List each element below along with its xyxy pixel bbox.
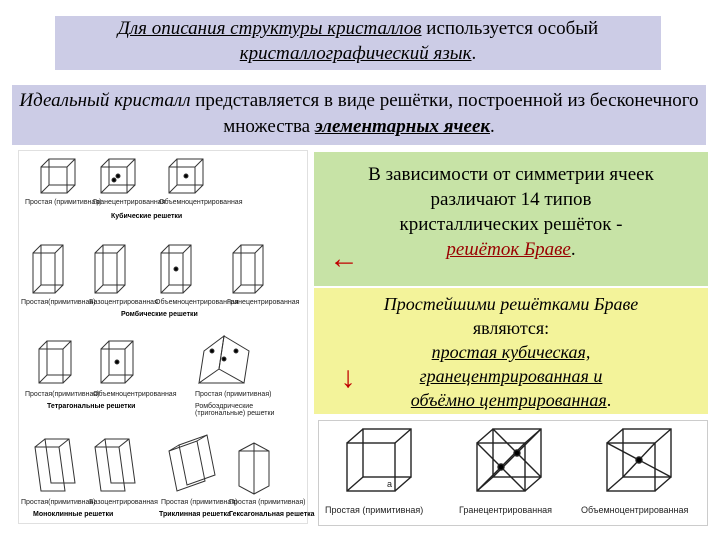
- left-arrow-icon: ←: [329, 242, 359, 275]
- unit-cell-term: элементарных ячеек: [314, 116, 491, 137]
- row2-orthorhombic: [33, 245, 263, 293]
- tetra-bcc-label: Объемноцентрированная: [93, 391, 177, 398]
- intro-end: .: [471, 43, 477, 64]
- hexagonal-simple-label: Простая (примитивная): [229, 499, 306, 506]
- simplest-title: Простейшими решётками Браве: [383, 294, 639, 314]
- row1-cubic: [41, 159, 203, 193]
- bcc-item: объёмно центрированная: [410, 390, 607, 410]
- cubic-row-title: Кубические решетки: [111, 213, 183, 220]
- intro-box: [55, 16, 661, 70]
- ideal-crystal-text: представляется в виде решётки, построенной из бесконечного множества: [190, 90, 699, 137]
- intro-language-term: кристаллографический язык: [239, 43, 472, 64]
- bravais-lattices-figure: [18, 150, 315, 524]
- fcc-cell: [477, 429, 541, 491]
- simplest-line-2: являются:: [472, 318, 550, 338]
- ideal-crystal-box: [12, 85, 706, 145]
- fcc-item: гранецентрированная и: [419, 366, 603, 386]
- ideal-end: .: [490, 116, 495, 137]
- simplest-end: .: [606, 390, 612, 410]
- simple-cubic-cell: [347, 429, 411, 491]
- bravais-lattices-link: решёток Браве: [446, 239, 571, 260]
- hexagonal-row-title: Гексагональная решетка: [229, 511, 315, 518]
- tetra-row-title: Тетрагональные решетки: [47, 403, 136, 410]
- tetra-simple-label: Простая(примитивная): [25, 391, 100, 398]
- ortho-base-label: Базоцентрированная: [89, 299, 158, 306]
- rhombo-row-title: Ромбоэдрические (тригональные) решетки: [195, 403, 275, 417]
- intro-term: Для описания структуры кристаллов: [117, 18, 422, 39]
- bcc-cell: [607, 429, 671, 491]
- monoclinic-row-title: Моноклинные решетки: [33, 511, 114, 518]
- cubic-bcc-label: Объемноцентрированная: [159, 199, 243, 206]
- lattice-drawings: [19, 151, 307, 523]
- axis-a-label: a: [387, 479, 393, 489]
- ideal-crystal-term: Идеальный кристалл: [19, 90, 191, 111]
- ortho-fcc-label: Гранецентрированная: [227, 299, 300, 306]
- intro-text: используется особый: [421, 18, 599, 39]
- ortho-row-title: Ромбические решетки: [121, 311, 198, 318]
- row4-monoclinic-triclinic-hexagonal: [35, 435, 269, 494]
- bravais-line-1: В зависимости от симметрии ячеек: [368, 164, 654, 185]
- row3-tetragonal: [39, 336, 249, 383]
- down-arrow-icon: ↓: [330, 360, 366, 396]
- triclinic-row-title: Триклинная решетка: [159, 511, 231, 518]
- bravais-info-box: [314, 152, 708, 286]
- ortho-bcc-label: Объемноцентрированная: [155, 299, 239, 306]
- bravais-end: .: [570, 239, 576, 260]
- bcc-label: Объемноцентрированная: [581, 505, 689, 515]
- triclinic-simple-label: Простая (примитивная): [161, 499, 238, 506]
- bravais-line-2: различают 14 типов: [430, 189, 592, 210]
- cubic-fcc-label: Гранецентрированная: [93, 199, 166, 206]
- ortho-simple-label: Простая(примитивная): [21, 299, 96, 306]
- simple-cubic-item: простая кубическая,: [431, 342, 591, 362]
- simple-cubic-label: Простая (примитивная): [325, 505, 424, 515]
- cubic-fcc-cell: [101, 159, 135, 193]
- fcc-label: Гранецентрированная: [459, 505, 553, 515]
- cubic-simple-cell: [41, 159, 75, 193]
- cubic-simple-label: Простая (примитивная): [25, 199, 102, 206]
- cubic-bcc-cell: [169, 159, 203, 193]
- simple-cubic-lattices-figure: [318, 420, 708, 526]
- rhombo-simple-label: Простая (примитивная): [195, 391, 272, 398]
- bravais-line-3: кристаллических решёток -: [399, 214, 623, 235]
- rhombohedral-cell: [199, 336, 249, 383]
- mono-simple-label: Простая(примитивная): [21, 499, 96, 506]
- mono-base-label: Базоцентрированная: [89, 499, 158, 506]
- simplest-lattices-box: [314, 288, 708, 414]
